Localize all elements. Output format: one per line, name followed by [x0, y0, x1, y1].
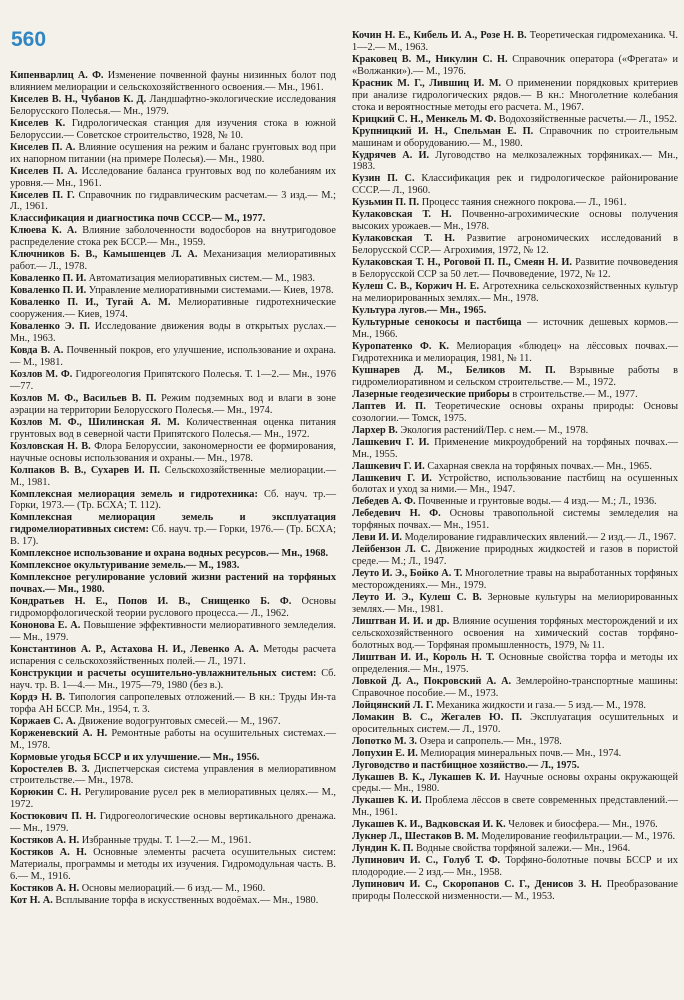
bibliography-entry: [352, 652, 678, 676]
entry-text: Человек и биосфера.— Мн., 1976.: [508, 819, 658, 831]
entry-author: Лиштван И. И. и др.: [352, 616, 450, 628]
entry-author: Кудрячев А. И.: [352, 149, 430, 161]
entry-text: Диспетчерская система управления в мелиоративном строительстве.— Мн., 1978.: [10, 763, 336, 787]
entry-author: Киселев П. Г.: [10, 189, 75, 201]
entry-author: Козлов М. Ф.: [10, 368, 73, 380]
bibliography-entry: [352, 437, 678, 461]
bibliography-entry: [352, 508, 678, 532]
entry-author: Лупинович И. С., Скоропанов С. Г., Денисов З. Н.: [352, 879, 602, 891]
entry-text: Движение водогрунтовых смесей.— М., 1967.: [78, 715, 281, 727]
entry-author: Кушнарев Д. М., Беликов М. П.: [352, 364, 556, 376]
entry-author: Киселев К.: [10, 117, 66, 129]
entry-text: Мелиорация «блюдец» на лёссовых почвах.— Гидротехника и мелиорация, 1981, № 11.: [352, 340, 679, 364]
bibliography-entry: [10, 273, 336, 285]
bibliography-entry: [352, 461, 678, 473]
bibliography-entry: [10, 692, 336, 716]
entry-author: Конструкции и расчеты осушительно-увлажнительных систем:: [10, 667, 317, 679]
bibliography-entry: [10, 345, 336, 369]
entry-author: Луговодство и пастбищное хозяйство.— Л., 1975.: [352, 759, 580, 771]
entry-author: Лопухин Е. И.: [352, 747, 418, 759]
entry-author: Лаптев И. П.: [352, 400, 426, 412]
bibliography-entry: [10, 249, 336, 273]
entry-text: Гидрологическая станция для изучения стока в южной Белоруссии.— Советское строительство, 1928, № 10.: [10, 117, 336, 141]
entry-author: Ковда В. А.: [10, 345, 64, 357]
entry-text: Применение микроудобрений на торфяных почвах.— Мн., 1955.: [352, 436, 678, 460]
entry-author: Колпаков В. В., Сухарев И. П.: [10, 464, 160, 476]
entry-author: Кулаковская Т. Н.: [352, 209, 452, 221]
entry-author: Козловская Н. В.: [10, 440, 91, 452]
entry-text: Процесс таяния снежного покрова.— Л., 1961.: [421, 197, 627, 209]
entry-author: Костяков А. Н.: [10, 835, 80, 847]
bibliography-entry: [352, 257, 678, 281]
entry-text: Водохозяйственные расчеты.— Л., 1952.: [498, 113, 677, 125]
entry-text: Преобразование природы Полесской низменности.— М., 1953.: [352, 879, 678, 903]
entry-author: Кулаковская Т. Н.: [352, 233, 455, 245]
entry-author: Культура лугов.— Мн., 1965.: [352, 304, 487, 316]
entry-author: Клюева К. А.: [10, 225, 77, 237]
entry-author: Костюкович П. Н.: [10, 811, 97, 823]
entry-text: Повышение эффективности мелиоративного земледелия.— Мн., 1979.: [10, 620, 336, 643]
entry-text: Землеройно-транспортные машины: Справочное пособие.— М., 1973.: [352, 675, 679, 699]
entry-author: Козлов М. Ф., Васильев В. П.: [10, 392, 157, 404]
bibliography-entry: [352, 748, 678, 760]
entry-author: Лиштван И. И., Король Н. Т.: [352, 651, 495, 663]
bibliography-entry: [352, 772, 678, 796]
entry-author: Культурные сенокосы и пастбища: [352, 316, 522, 328]
entry-author: Киселев П. А.: [10, 165, 78, 177]
entry-text: Гидрогеология Припятского Полесья. Т. 1—2.— Мн., 1976—77.: [10, 368, 336, 392]
entry-text: Влияние осушения торфяных месторождений и их сельскохозяйственного освоения на химический состав торфяно-болотных вод.— Торфяная промышленность, 1979, № 11.: [352, 616, 679, 651]
entry-author: Куропатенко Ф. К.: [352, 340, 449, 352]
entry-author: Кузин П. С.: [352, 173, 415, 185]
entry-text: Основы гидроморфологической теории руслового процесса.— Л., 1962.: [10, 596, 336, 620]
entry-author: Лупинович И. С., Голуб Т. Ф.: [352, 855, 501, 867]
entry-author: Козлов М. Ф., Шилинская Я. М.: [10, 416, 180, 428]
entry-text: Методы расчета испарения с сельскохозяйственных полей.— Л., 1971.: [10, 643, 336, 667]
bibliography-entry: [10, 895, 336, 907]
bibliography-entry: [10, 620, 336, 644]
bibliography-entry: [352, 281, 678, 305]
bibliography-entry: [10, 560, 336, 572]
entry-text: Типология сапропелевых отложений.— В кн.: Труды Ин-та торфа АН БССР. Мн., 1954, т. 3.: [10, 691, 336, 715]
entry-author: Комплексное использование и охрана водных ресурсов.— Мн., 1968.: [10, 548, 329, 560]
entry-text: Ремонтные работы на осушительных системах.— М., 1978.: [10, 727, 337, 751]
entry-author: Коваленко П. И.: [10, 273, 87, 285]
entry-author: Кот Н. А.: [10, 895, 53, 907]
entry-author: Лазерные геодезические приборы: [352, 388, 510, 400]
entry-text: Режим подземных вод и влаги в зоне аэрации на территории Белорусского Полесья.— Мн., 1974.: [10, 392, 336, 416]
bibliography-entry: [352, 496, 678, 508]
entry-author: Кулеш С. В., Коржич Н. Е.: [352, 281, 480, 293]
entry-author: Кононова Е. А.: [10, 620, 81, 632]
entry-author: Лойцянский Л. Г.: [352, 699, 434, 711]
entry-text: Исследование баланса грунтовых вод по колебаниям их уровня.— Мн., 1961.: [10, 165, 336, 189]
bibliography-entry: [10, 572, 336, 596]
entry-text: Научные основы охраны окружающей среды.— Мн., 1980.: [352, 771, 679, 795]
entry-text: Развитие агрономических исследований в Белорусской ССР.— Агрохимия, 1972, № 12.: [352, 233, 678, 257]
bibliography-entry: [352, 173, 678, 197]
bibliography-entry: [352, 126, 678, 150]
entry-text: Классификация рек и гидрологическое районирование СССР.— Л., 1960.: [352, 173, 679, 197]
bibliography-entry: [352, 473, 678, 497]
bibliography-entry: [10, 728, 336, 752]
entry-text: Эксплуатация осушительных и оросительных систем.— Л., 1970.: [352, 711, 678, 735]
bibliography-entry: [10, 764, 336, 788]
bibliography-entry: [10, 369, 336, 393]
entry-text: Управление мелиоративными системами.— Киев, 1978.: [88, 285, 334, 297]
bibliography-entry: [352, 532, 678, 544]
bibliography-entry: [10, 883, 336, 895]
entry-text: Развитие почвоведения в Белорусской ССР за 50 лет.— Почвоведение, 1972, № 12.: [352, 257, 678, 281]
bibliography-entry: [10, 285, 336, 297]
entry-author: Кормовые угодья БССР и их улучшение.— Мн., 1956.: [10, 751, 260, 763]
entry-author: Кондратьев Н. Е., Попов И. В., Снищенко Б. Ф.: [10, 596, 292, 608]
entry-author: Киселев В. Н., Чубанов К. Д.: [10, 93, 147, 105]
entry-text: Ландшафтно-экологические исследования Белорусского Полесья.— Мн., 1979.: [10, 93, 337, 117]
entry-author: Ключников Б. В., Камышенцев Л. А.: [10, 249, 198, 261]
entry-text: Почвенно-агрохимические основы получения высоких урожаев.— Мн., 1978.: [352, 209, 678, 233]
bibliography-entry: [10, 835, 336, 847]
entry-text: Справочник по гидравлическим расчетам.— 3 изд.— М.; Л., 1961.: [10, 189, 336, 213]
entry-author: Классификация и диагностика почв СССР.— М., 1977.: [10, 213, 266, 225]
entry-author: Кузьмин П. П.: [352, 197, 420, 209]
bibliography-entry: [352, 616, 678, 652]
entry-author: Комплексная мелиорация земель и эксплуатация гидромелиоративных систем:: [10, 512, 336, 536]
entry-author: Корюкин С. Н.: [10, 787, 82, 799]
entry-text: Мелиоративные гидротехнические сооружения.— Киев, 1974.: [10, 297, 337, 321]
entry-text: Движение природных жидкостей и газов в пористой среде.— М.; Л., 1947.: [352, 544, 678, 568]
bibliography-entry: [352, 843, 678, 855]
bibliography-entry: [352, 568, 678, 592]
bibliography-entry: [10, 321, 336, 345]
entry-text: Проблема лёссов в свете современных представлений.— Мн., 1961.: [352, 795, 678, 819]
bibliography-entry: [10, 142, 336, 166]
bibliography-entry: [10, 489, 336, 513]
entry-author: Лукашев К. И.: [352, 795, 422, 807]
entry-text: Влияние осушения на режим и баланс грунтовых вод при их напорном питании (на примере Полесья).— Мн., 1980.: [10, 141, 336, 165]
bibliography-entry: [352, 425, 678, 437]
bibliography-entry: [10, 417, 336, 441]
entry-text: Основные элементы расчета осушительных систем: Материалы, программы и методы их изучения. Гидромодульная часть. В. 6.— М., 1916.: [10, 847, 336, 883]
entry-author: Лашкевич Г. И.: [352, 472, 432, 484]
entry-author: Костяков А. Н.: [10, 847, 87, 859]
entry-text: — источник дешевых кормов.— Мн., 1966.: [352, 316, 679, 340]
bibliography-entry: [10, 166, 336, 190]
bibliography-entry: [352, 305, 678, 317]
entry-author: Комплексное окультуривание земель.— М., 1983.: [10, 560, 240, 572]
entry-text: О применении порядковых критериев при анализе гидрологических рядов.— В кн.: Многолетние колебания стока и вероятностные методы его расчета. М., 1967.: [352, 77, 679, 113]
bibliography-entry: [352, 114, 678, 126]
entry-text: Зерновые культуры на мелиорированных землях.— Мн., 1981.: [352, 592, 678, 616]
entry-author: Ловкой Д. А., Покровский А. А.: [352, 675, 512, 687]
entry-text: Влияние заболоченности водосборов на внутригодовое распределение стока рек БССР.— Мн., 1959.: [10, 225, 336, 249]
entry-text: Почвенные и грунтовые воды.— 4 изд.— М.; Л., 1936.: [418, 496, 657, 508]
entry-author: Леуто И. Э., Бойко А. Т.: [352, 568, 463, 580]
entry-author: Комплексная мелиорация земель и гидротехника:: [10, 488, 258, 500]
bibliography-entry: [352, 54, 678, 78]
entry-text: Сб. науч. тр. В. 1—4.— Мн., 1975—79, 1980 (без в.).: [10, 667, 336, 691]
entry-text: в строительстве.— М., 1977.: [512, 388, 638, 400]
entry-text: Мелиорация минеральных почв.— Мн., 1974.: [420, 747, 622, 759]
entry-author: Коржаев С. А.: [10, 715, 76, 727]
bibliography-entry: [352, 700, 678, 712]
entry-text: Основные свойства торфа и методы их определения.— Мн., 1975.: [352, 651, 678, 675]
entry-text: Торфяно-болотные почвы БССР и их плодородие.— 2 изд.— Мн., 1958.: [352, 855, 678, 879]
entry-text: Исследование движения воды в открытых руслах.— Мн., 1963.: [10, 321, 336, 345]
bibliography-entry: [10, 70, 336, 94]
page-number: 560: [11, 28, 47, 51]
entry-author: Леуто И. Э., Кулеш С. В.: [352, 592, 482, 604]
bibliography-entry: [10, 811, 336, 835]
entry-text: Экология растений/Пер. с нем.— М., 1978.: [400, 424, 589, 436]
entry-text: Устройство, использование пастбищ на осушенных болотах и уход за ними.— Мн., 1947.: [352, 472, 678, 496]
entry-text: Сб. науч. тр.— Горки, 1973.— (Тр. БСХА; Т. 112).: [10, 488, 336, 512]
bibliography-entry: [352, 401, 678, 425]
entry-text: Теоретические основы охраны природы: Основы созологии.— Томск, 1975.: [352, 400, 678, 424]
bibliography-entry: [352, 676, 678, 700]
bibliography-entry: [352, 317, 678, 341]
entry-text: Теоретическая гидромеханика. Ч. 1—2.— М., 1963.: [352, 30, 679, 53]
entry-text: Справочник оператора («Фрегата» и «Волжанки»).— М., 1976.: [352, 53, 678, 77]
bibliography-entry: [352, 544, 678, 568]
entry-text: Многолетние травы на выработанных торфяных месторождениях.— Мн., 1979.: [352, 568, 679, 592]
bibliography-entry: [352, 78, 678, 114]
bibliography-entry: [352, 233, 678, 257]
bibliography-entry: [10, 644, 336, 668]
entry-text: Флора Белоруссии, закономерности ее формирования, научные основы использования и охраны.— Мн., 1978.: [10, 440, 336, 464]
entry-author: Коваленко П. И., Тугай А. М.: [10, 297, 171, 309]
entry-text: Взрывные работы в гидромелиоративном и сельском строительстве.— М., 1972.: [352, 364, 679, 388]
bibliography-entry: [352, 736, 678, 748]
bibliography-entry: [10, 297, 336, 321]
bibliography-entry: [10, 190, 336, 214]
entry-text: Водные свойства торфяной залежи.— Мн., 1964.: [415, 843, 631, 855]
bibliography-entry: [352, 365, 678, 389]
bibliography-entry: [10, 441, 336, 465]
bibliography-entry: [10, 393, 336, 417]
entry-text: Изменение почвенной фауны низинных болот под влиянием мелиорации и сельскохозяйственного освоения.— Мн., 1961.: [10, 70, 337, 93]
entry-author: Лопотко М. З.: [352, 735, 417, 747]
entry-author: Кочин Н. Е., Кибель И. А., Розе Н. В.: [352, 30, 527, 41]
entry-author: Лейбензон Л. С.: [352, 544, 431, 556]
entry-author: Коваленко Э. П.: [10, 321, 90, 333]
entry-author: Коростелев В. З.: [10, 763, 90, 775]
entry-text: Всплывание торфа в искусственных водоёмах.— Мн., 1980.: [55, 895, 319, 907]
entry-text: Почвенный покров, его улучшение, использование и охрана.— М., 1981.: [10, 345, 337, 368]
bibliography-entry: [352, 760, 678, 772]
bibliography-entry: [352, 30, 678, 54]
entry-author: Кулаковская Т. Н., Роговой П. П., Смеян Н. И.: [352, 257, 572, 269]
entry-text: Сахарная свекла на торфяных почвах.— Мн., 1965.: [427, 460, 652, 472]
bibliography-entry: [352, 712, 678, 736]
entry-text: Моделирование геофильтрации.— М., 1976.: [481, 831, 676, 843]
entry-author: Корженевский А. Н.: [10, 727, 108, 739]
bibliography-entry: [10, 213, 336, 225]
entry-author: Лукнер Л., Шестаков В. М.: [352, 831, 479, 843]
bibliography-entry: [10, 668, 336, 692]
entry-author: Лархер В.: [352, 424, 398, 436]
entry-author: Коваленко П. И.: [10, 285, 87, 297]
entry-text: Гидрогеологические основы вертикального дренажа.— Мн., 1979.: [10, 811, 337, 835]
entry-text: Озера и сапропель.— Мн., 1978.: [419, 735, 562, 747]
entry-author: Краковец В. М., Никулин С. Н.: [352, 53, 508, 65]
entry-text: Избранные труды. Т. 1—2.— М., 1961.: [81, 835, 252, 847]
bibliography-entry: [10, 94, 336, 118]
entry-author: Комплексное регулирование условий жизни растений на торфяных почвах.— Мн., 1980.: [10, 572, 336, 596]
bibliography-entry: [352, 150, 678, 174]
entry-text: Механизация мелиоративных работ.— Л., 1978.: [10, 249, 336, 273]
entry-text: Регулирование русел рек в мелиоративных целях.— М., 1972.: [10, 787, 336, 811]
entry-author: Лундин К. П.: [352, 843, 414, 855]
bibliography-left-column: [10, 70, 336, 907]
entry-author: Кордэ Н. В.: [10, 691, 66, 703]
bibliography-entry: [352, 855, 678, 879]
entry-author: Крицкий С. Н., Менкель М. Ф.: [352, 113, 497, 125]
entry-author: Лебедевич Н. Ф.: [352, 508, 441, 520]
bibliography-entry: [10, 787, 336, 811]
bibliography-entry: [352, 209, 678, 233]
bibliography-entry: [10, 716, 336, 728]
entry-author: Ломакин В. С., Жегалев Ю. П.: [352, 711, 522, 723]
bibliography-entry: [10, 225, 336, 249]
entry-text: Основы мелиораций.— 6 изд.— М., 1960.: [81, 883, 266, 895]
entry-text: Сельскохозяйственные мелиорации.— М., 1981.: [10, 464, 336, 488]
bibliography-entry: [352, 592, 678, 616]
entry-text: Количественная оценка питания грунтовых вод в северной части Припятского Полесья.— Мн., 1972.: [10, 416, 336, 440]
bibliography-right-column: [352, 30, 678, 903]
bibliography-entry: [352, 879, 678, 903]
entry-author: Лашкевич Г. И.: [352, 460, 425, 472]
entry-author: Крупницкий И. Н., Спельман Е. П.: [352, 125, 534, 137]
bibliography-entry: [10, 596, 336, 620]
entry-author: Костяков А. Н.: [10, 883, 80, 895]
entry-author: Кипенварлиц А. Ф.: [10, 70, 104, 81]
bibliography-entry: [10, 847, 336, 883]
entry-text: Справочник по строительным машинам и оборудованию.— М., 1980.: [352, 125, 678, 149]
entry-author: Лукашев В. К., Лукашев К. И.: [352, 771, 501, 783]
bibliography-entry: [10, 548, 336, 560]
entry-author: Константинов А. Р., Астахова Н. И., Левенко А. А.: [10, 643, 259, 655]
bibliography-entry: [10, 118, 336, 142]
entry-author: Киселев П. А.: [10, 141, 76, 153]
bibliography-entry: [352, 795, 678, 819]
bibliography-entry: [10, 465, 336, 489]
entry-author: Леви И. И.: [352, 532, 402, 544]
entry-author: Красник М. Г., Лившиц И. М.: [352, 77, 502, 89]
bibliography-entry: [352, 197, 678, 209]
entry-text: Сб. науч. тр.— Горки, 1976.— (Тр. БСХА; В. 17).: [10, 524, 336, 548]
entry-text: Механика жидкости и газа.— 5 изд.— М., 1978.: [436, 699, 647, 711]
bibliography-entry: [352, 831, 678, 843]
bibliography-entry: [352, 819, 678, 831]
entry-text: Агротехника сельскохозяйственных культур на мелиорированных землях.— Мн., 1978.: [352, 281, 678, 304]
entry-text: Основы травопольной системы земледелия на торфяных почвах.— Мн., 1951.: [352, 508, 678, 532]
bibliography-entry: [10, 752, 336, 764]
bibliography-entry: [352, 341, 678, 365]
entry-author: Лукашев К. И., Вадковская И. К.: [352, 819, 506, 831]
entry-text: Луговодство на мелкозалежных торфяниках.— Мн., 1983.: [352, 149, 678, 173]
bibliography-entry: [352, 389, 678, 401]
entry-author: Лебедев А. Ф.: [352, 496, 416, 508]
entry-text: Моделирование гидравлических явлений.— 2 изд.— Л., 1967.: [404, 532, 677, 544]
entry-text: Автоматизация мелиоративных систем.— М., 1983.: [88, 273, 315, 285]
entry-author: Лашкевич Г. И.: [352, 436, 430, 448]
bibliography-entry: [10, 512, 336, 548]
